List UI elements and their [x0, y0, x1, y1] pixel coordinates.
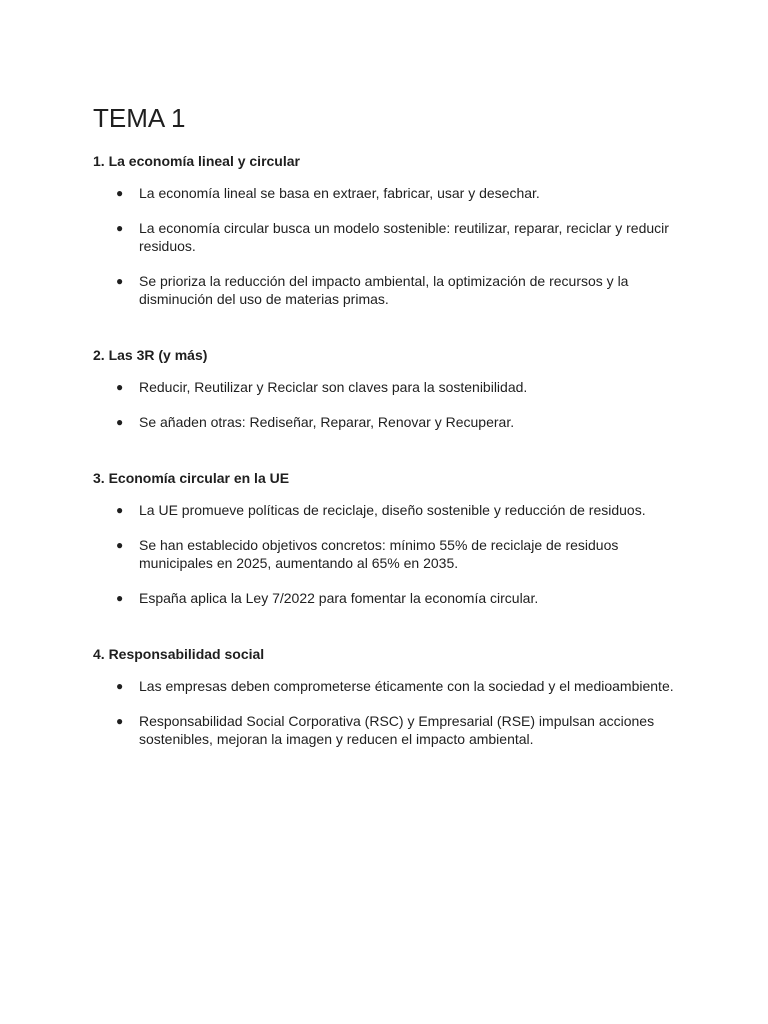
section-responsabilidad-social: [93, 646, 678, 748]
list-item: [93, 184, 678, 202]
list-item-text: Se prioriza la reducción del impacto ambiental, la optimización de recursos y la disminución del uso de materias primas.: [139, 273, 629, 307]
list-item-text: La economía circular busca un modelo sostenible: reutilizar, reparar, reciclar y reducir residuos.: [139, 220, 669, 254]
list-item: [93, 413, 678, 431]
bullet-list: [93, 501, 678, 607]
list-item-text: La UE promueve políticas de reciclaje, diseño sostenible y reducción de residuos.: [139, 502, 646, 518]
list-item-text: Reducir, Reutilizar y Reciclar son claves para la sostenibilidad.: [139, 379, 528, 395]
bullet-icon: ●: [116, 538, 124, 552]
list-item: [93, 712, 678, 748]
bullet-icon: ●: [116, 415, 124, 429]
bullet-icon: ●: [116, 221, 124, 235]
section-3r: [93, 347, 678, 431]
section-heading: 2. Las 3R (y más): [93, 347, 208, 363]
bullet-icon: ●: [116, 186, 124, 200]
section-lineal-circular: [93, 153, 678, 308]
bullet-icon: ●: [116, 380, 124, 394]
bullet-icon: ●: [116, 274, 124, 288]
list-item-text: Las empresas deben comprometerse éticamente con la sociedad y el medioambiente.: [139, 678, 674, 694]
list-item: [93, 536, 678, 572]
section-heading: 1. La economía lineal y circular: [93, 153, 300, 169]
list-item-text: Se han establecido objetivos concretos: mínimo 55% de reciclaje de residuos municipales en 2025, aumentando al 65% en 2035.: [139, 537, 619, 571]
list-item: [93, 589, 678, 607]
bullet-icon: ●: [116, 714, 124, 728]
list-item: [93, 272, 678, 308]
section-ue: [93, 470, 678, 607]
bullet-list: [93, 184, 678, 308]
section-heading: 3. Economía circular en la UE: [93, 470, 290, 486]
list-item: [93, 501, 678, 519]
list-item: [93, 378, 678, 396]
document-title: TEMA 1: [93, 103, 186, 133]
bullet-list: [93, 677, 678, 748]
list-item: [93, 677, 678, 695]
bullet-list: [93, 378, 678, 431]
list-item-text: La economía lineal se basa en extraer, fabricar, usar y desechar.: [139, 185, 540, 201]
list-item-text: Responsabilidad Social Corporativa (RSC) y Empresarial (RSE) impulsan acciones sostenibles, mejoran la imagen y reducen el impacto ambiental.: [139, 713, 655, 747]
section-heading: 4. Responsabilidad social: [93, 646, 265, 662]
bullet-icon: ●: [116, 679, 124, 693]
bullet-icon: ●: [116, 503, 124, 517]
list-item-text: España aplica la Ley 7/2022 para fomentar la economía circular.: [139, 590, 539, 606]
list-item-text: Se añaden otras: Rediseñar, Reparar, Renovar y Recuperar.: [139, 414, 515, 430]
bullet-icon: ●: [116, 591, 124, 605]
list-item: [93, 219, 678, 255]
